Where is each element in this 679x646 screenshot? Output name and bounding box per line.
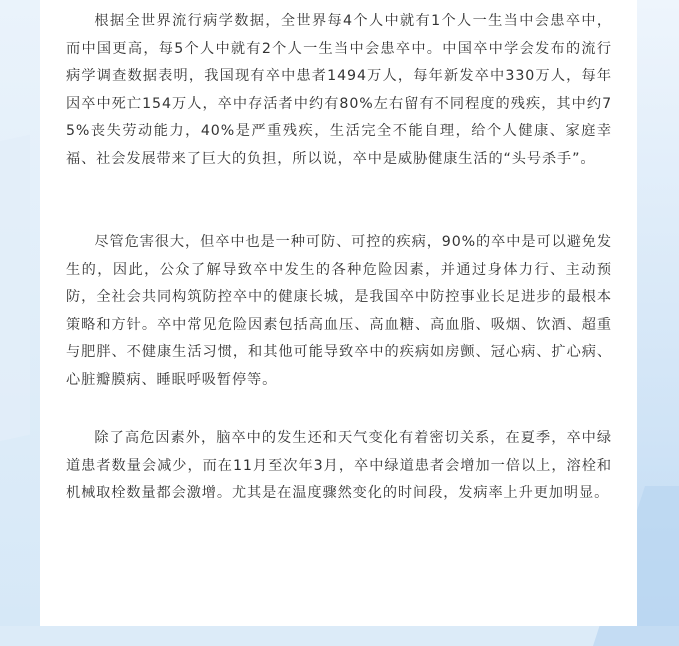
article-paragraph: 根据全世界流行病学数据，全世界每4个人中就有1个人一生当中会患卒中，而中国更高，每5个人中就有2个人一生当中会患卒中。中国卒中学会发布的流行病学调查数据表明，我国现有卒中患者1494万人，每年新发卒中330万人，每年因卒中死亡154万人，卒中存活者中约有80%左右留有不同程度的残疾，其中约75%丧失劳动能力，40%是严重残疾，生活完全不能自理，给个人健康、家庭幸福、社会发展带来了巨大的负担，所以说，卒中是威胁健康生活的“头号杀手”。: [66, 13, 612, 167]
article-paragraph: 尽管危害很大，但卒中也是一种可防、可控的疾病，90%的卒中是可以避免发生的，因此，公众了解导致卒中发生的各种危险因素，并通过身体力行、主动预防，全社会共同构筑防控卒中的健康长城，是我国卒中防控事业长足进步的最根本策略和方针。卒中常见危险因素包括高血压、高血糖、高血脂、吸烟、饮酒、超重与肥胖、不健康生活习惯，和其他可能导致卒中的疾病如房颤、冠心病、扩心病、心脏瓣膜病、睡眠呼吸暂停等。: [66, 234, 612, 388]
background-left-decoration: [0, 135, 30, 446]
background-left-panel: [0, 0, 40, 626]
article-paragraph: 除了高危因素外，脑卒中的发生还和天气变化有着密切关系，在夏季，卒中绿道患者数量会减少，而在11月至次年3月，卒中绿道患者会增加一倍以上，溶栓和机械取栓数量都会激增。尤其是在温度骤然变化的时间段，发病率上升更加明显。: [66, 430, 612, 501]
background-right-panel: [637, 0, 679, 626]
article-card: [40, 0, 637, 626]
